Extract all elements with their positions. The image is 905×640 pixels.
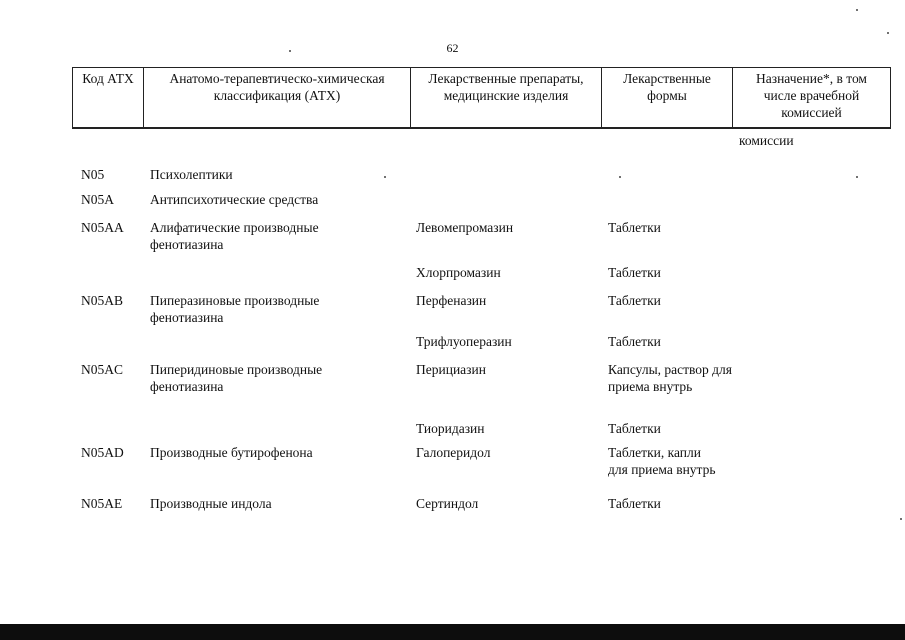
row-classification: Алифатические производные фенотиазина <box>150 220 319 252</box>
scan-edge-bar <box>0 624 905 640</box>
row-code: N05AA <box>81 220 124 235</box>
row-classification: Производные бутирофенона <box>150 445 313 460</box>
row-form: Таблетки <box>608 220 661 235</box>
row-drug: Сертиндол <box>416 496 479 511</box>
scan-speck <box>900 518 902 520</box>
header-purpose: Назначение*, в том числе врачебной комиссией <box>756 71 867 120</box>
row-drug: Перициазин <box>416 362 486 377</box>
scan-speck <box>887 32 889 34</box>
row-classification: Антипсихотические средства <box>150 192 319 207</box>
row-code: N05AE <box>81 496 123 511</box>
row-classification: Производные индола <box>150 496 272 511</box>
header-forms: Лекарственные формы <box>623 71 711 103</box>
row-form: Таблетки <box>608 334 661 349</box>
scan-speck <box>856 9 858 11</box>
row-form: Таблетки <box>608 421 661 436</box>
row-code: N05AD <box>81 445 124 460</box>
row-form: Капсулы, раствор для приема внутрь <box>608 362 732 394</box>
row-drug: Галоперидол <box>416 445 491 460</box>
row-classification: Пиперидиновые производные фенотиазина <box>150 362 323 394</box>
row-code: N05 <box>81 167 105 182</box>
row-classification: Пиперазиновые производные фенотиазина <box>150 293 320 325</box>
row-drug: Хлорпромазин <box>416 265 501 280</box>
scan-speck <box>619 176 621 178</box>
scan-speck <box>856 176 858 178</box>
row-classification: Психолептики <box>150 167 233 182</box>
table-header <box>72 67 891 129</box>
row-drug: Трифлуоперазин <box>416 334 512 349</box>
row-code: N05A <box>81 192 114 207</box>
row-code: N05AB <box>81 293 124 308</box>
row-code: N05AC <box>81 362 124 377</box>
page-number: 62 <box>446 41 459 55</box>
row-drug: Тиоридазин <box>416 421 485 436</box>
header-code: Код АТХ <box>82 71 134 86</box>
row-drug: Левомепромазин <box>416 220 514 235</box>
scan-speck <box>289 50 291 52</box>
header-purpose-continued: комиссии <box>739 133 794 148</box>
row-form: Таблетки, капли для приема внутрь <box>608 445 716 477</box>
header-classification: Анатомо-терапевтическо-химическая классификация (АТХ) <box>169 71 385 103</box>
row-form: Таблетки <box>608 496 661 511</box>
row-drug: Перфеназин <box>416 293 487 308</box>
row-form: Таблетки <box>608 265 661 280</box>
scan-speck <box>384 176 386 178</box>
row-form: Таблетки <box>608 293 661 308</box>
header-drugs: Лекарственные препараты, медицинские изделия <box>428 71 584 103</box>
